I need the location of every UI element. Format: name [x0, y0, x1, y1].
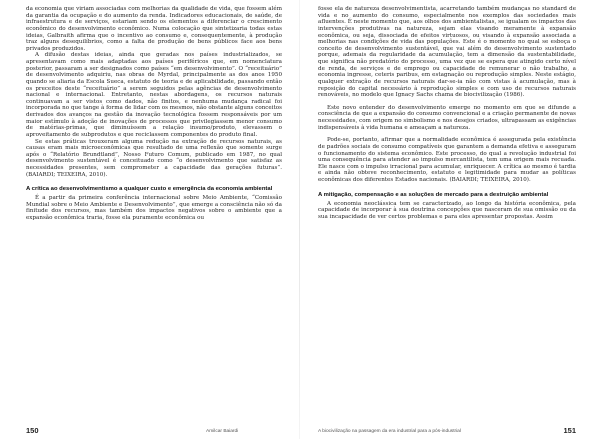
- paragraph: A difusão destas ideias, ainda que geradas nos países industrializados, se apresentavam como mais adaptadas aos países periféricos que, em nomenclatura posterior, passaram a ser designados como países “em desenvolvimento”. O “receituário” de desenvolvimento adquiriu, nas obras de Myrdal, principalmente as dos anos 1950 quando se aliaria da Escola Sueca, estatuto de teoria e de aplicabilidade, passando então os preceitos deste “receituário” a serem seguidos pelas agências de desenvolvimento nacional e internacional. Entretanto, nestas abordagens, os recursos naturais continuavam a ser vistos como dados, não finitos, e nenhuma mudança radical foi incorporada no que tange à forma de lidar com os mesmos, não obstante alguns conceitos derivados dos avanços na gestão da inovação tecnológica fossem responsáveis por um maior estímulo à adoção de inovações de processos que privilegiassem menor consumo de matérias-primas, que diminuíssem a relação insumo/produto, elevassem o aproveitamento de subprodutos e que reciclassem componentes do produto final.: [26, 52, 282, 138]
- paragraph: É a partir da primeira conferência internacional sobre Meio Ambiente, “Comissão Mundial sobre o Meio Ambiente e Desenvolvimento”, que emerge a consciência não só da finitude dos recursos, mas também dos impactos negativos sobre o ambiente que a expansão econômica traria, fosse ela puramente econômica ou: [26, 195, 282, 222]
- paragraph: Este novo entender do desenvolvimento emerge no momento em que se difunde a consciência de que a expansão do consumo convencional e a criação permanente de novas necessidades, com origem no simbolismo e nos desejos criados, ultrapassam as exigências indispensáveis à vida humana e ameaçam a natureza.: [318, 104, 576, 131]
- paragraph: fosse ela de natureza desenvolvimentista, acarretando também mudanças no standard de vida e no aumento do consumo, especialmente nos exemplos das sociedades mais afluentes. É neste momento que, aos olhos dos ambientalistas, se igualam os impactos das intervenções produtivas na natureza, sejam elas visando meramente à expansão econômica, ou seja, dissociada de efeitos virtuosos, ou visando à expansão associada a melhorias nas condições de vida das populações. Este é o momento no qual se esboça o conceito de desenvolvimento sustentável, que vai além do desenvolvimento sustentado porque, ademais da regularidade da acumulação, tem a dimensão da sustentabilidade, que significa não predatório do processo, uma vez que se espera que atingido certo nível de renda, de serviços e de emprego ou capacidade de remunerar o não trabalho, a economia ingresse, ceteris paribus, em estagnação ou reprodução simples. Neste estágio, qualquer extração de recursos naturais dar-se-ia não com vistas à acumulação, mas à reposição do capital necessário à reprodução simples e com uso de recursos naturais renováveis, no modelo que Ignacy Sachs chama de biocivilização (1986).: [318, 6, 576, 99]
- left-footer: [26, 425, 282, 435]
- running-head: A biocivilização na passagem da era industrial para a pós-industrial: [318, 429, 461, 434]
- page-number: 151: [563, 426, 576, 435]
- running-head: Amilcar Baiardi: [206, 429, 239, 434]
- paragraph: Pode-se, portanto, afirmar que a normalidade econômica é assegurada pela existência de padrões sociais de consumo compatíveis que garantem a demanda efetiva e asseguram o funcionamento do sistema econômico. Este processo, do qual a revolução industrial foi uma consequência para atender ao impulso mercantilista, tem uma origem mais recuada. Ele nasce com o impulso irracional para acumular, enriquecer. A crítica ao mesmo é tardia e ainda não obteve reconhecimento, estatuto e legitimidade para mudar as políticas econômicas dos diferentes Estados nacionais. (BAIARDI; TEIXEIRA, 2010).: [318, 137, 576, 183]
- paragraph: Se estas práticas trouxeram alguma redução na extração de recursos naturais, as causas eram mais microeconômicas que resultado de uma reflexão que somente surge após o “Relatório Brundtland”, Nosso Futuro Comum, publicado em 1987, no qual desenvolvimento sustentável é conceituado como “o desenvolvimento que satisfaz as necessidades presentes, sem comprometer a capacidade das gerações futuras”. (BAIARDI; TEIXEIRA, 2010).: [26, 138, 282, 178]
- paragraph: A economia neoclássica tem se caracterizado, ao longo da história econômica, pela capacidade de incorporar à sua doutrina concepções que nasceram de sua omissão ou da sua incapacidade de ver certos problemas e para eles apresentar propostas. Assim: [318, 200, 576, 220]
- paragraph: da economia que viriam associadas com melhorias da qualidade de vida, que fossem além da garantia da ocupação e do aumento da renda. Indicadores educacionais, de saúde, de infraestrutura e de serviços, estariam sendo os elementos a diferenciar o crescimento econômico do desenvolvimento econômico. Numa colocação que sintetizaria todas estas ideias, Galbraith afirma que o incentivo ao consumo e, consequentemente, à produção traz alguns desequilíbrios, como a falta de produção de bens públicos face aos bens privados produzidos.: [26, 6, 282, 52]
- right-footer: [318, 425, 576, 435]
- page-number: 150: [26, 426, 39, 435]
- right-page: [300, 0, 600, 439]
- section-heading: A mitigação, compensação e as soluções de mercado para a destruição ambiental: [318, 191, 549, 198]
- section-heading: A crítica ao desenvolvimentismo a qualquer custo e emergência da economia ambiental: [26, 186, 273, 193]
